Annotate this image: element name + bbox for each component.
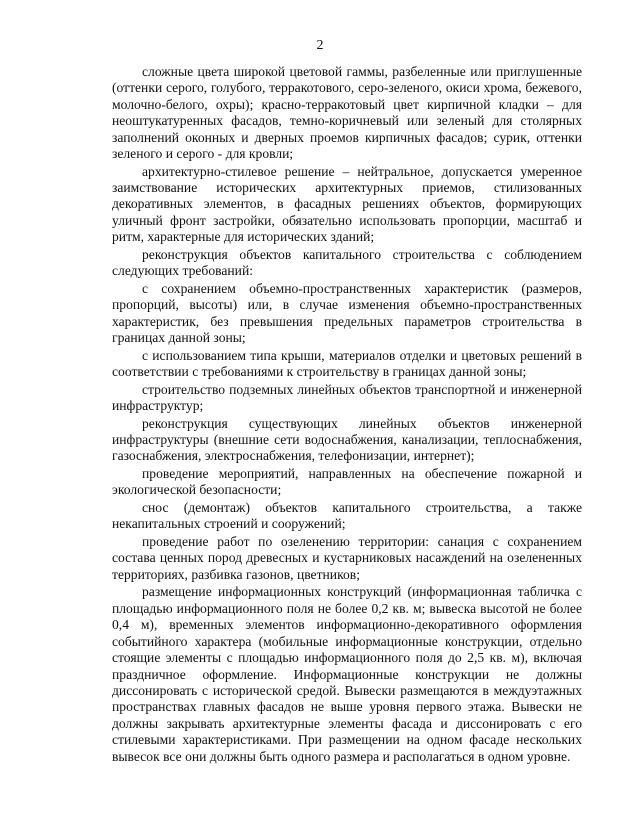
paragraph-volume-spatial: с сохранением объемно-пространственных характеристик (размеров, пропорций, высоты) или, в случае изменения объемно-пространственных характеристик, без превышения предельных параметров строительства в границах данной зоны; bbox=[112, 280, 582, 346]
paragraph-reconstruction-requirements: реконструкция объектов капитального строительства с соблюдением следующих требований: bbox=[112, 246, 582, 279]
paragraph-color-scheme: сложные цвета широкой цветовой гаммы, разбеленные или приглушенные (оттенки серого, голубого, терракотового, серо-зеленого, окиси хрома, бежевого, молочно-белого, охры); красно-терракотовый цвет кирпичной кладки – для неоштукатуренных фасадов, темно-коричневый или зеленый для столярных заполнений оконных и дверных проемов кирпичных фасадов; сурик, оттенки зеленого и серого - для кровли; bbox=[112, 64, 582, 162]
paragraph-underground-construction: строительство подземных линейных объектов транспортной и инженерной инфраструктур; bbox=[112, 381, 582, 414]
paragraph-demolition: снос (демонтаж) объектов капитального строительства, а также некапитальных строений и сооружений; bbox=[112, 500, 582, 532]
paragraph-information-structures: размещение информационных конструкций (информационная табличка с площадью информационного поля не более 0,2 кв. м; вывеска высотой не более 0,4 м), временных элементов информационно-декоративного оформления событийного характера (мобильные информационные конструкции, отдельно стоящие элементы с площадью информационного поля до 2,5 кв. м), включая праздничное оформление. Информационные конструкции не должны диссонировать с исторической средой. Вывески размещаются в междуэтажных пространствах главных фасадов не выше уровня первого этажа. Вывески не должны закрывать архитектурные элементы фасада и диссонировать с его стилевыми характеристиками. При размещении на одном фасаде нескольких вывесок все они должны быть одного размера и располагаться в одном уровне. bbox=[112, 584, 582, 764]
paragraph-roof-materials: с использованием типа крыши, материалов отделки и цветовых решений в соответствии с требованиями к строительству в границах данной зоны; bbox=[112, 347, 582, 380]
paragraph-engineering-networks: реконструкция существующих линейных объектов инженерной инфраструктуры (внешние сети водоснабжения, канализации, теплоснабжения, газоснабжения, электроснабжения, телефонизации, интернет); bbox=[112, 415, 582, 464]
document-body bbox=[112, 64, 582, 766]
page-number: 2 bbox=[316, 38, 324, 53]
paragraph-architectural-style: архитектурно-стилевое решение – нейтральное, допускается умеренное заимствование исторических архитектурных приемов, стилизованных декоративных элементов, в фасадных решениях объектов, формирующих уличный фронт застройки, обязательно использовать пропорции, масштаб и ритм, характерные для исторических зданий; bbox=[112, 163, 582, 245]
paragraph-fire-ecology-safety: проведение мероприятий, направленных на обеспечение пожарной и экологической безопасности; bbox=[112, 466, 582, 498]
paragraph-landscaping: проведение работ по озеленению территории: санация с сохранением состава ценных пород древесных и кустарниковых насаждений на озелененных территориях, разбивка газонов, цветников; bbox=[112, 534, 582, 582]
